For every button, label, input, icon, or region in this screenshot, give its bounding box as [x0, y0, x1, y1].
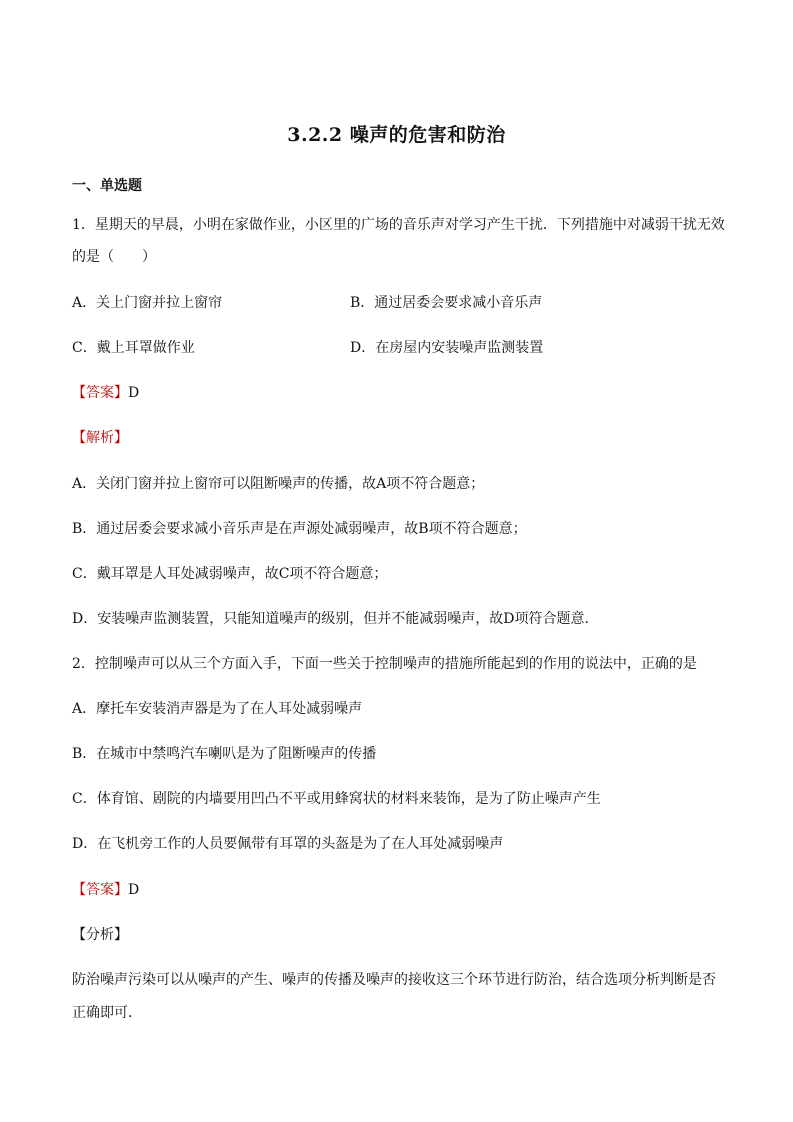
q2-answer	[72, 880, 732, 900]
q2-option-a: A．摩托车安装消声器是为了在人耳处减弱噪声	[72, 701, 363, 717]
q2-stem: 2．控制噪声可以从三个方面入手，下面一些关于控制噪声的措施所能起到的作用的说法中，正确的是	[72, 656, 697, 672]
q2-answer-tag: 【答案】	[72, 882, 128, 898]
q1-answer-value: D	[128, 385, 140, 401]
q1-stem-line2: 的是（ ）	[72, 249, 156, 265]
q1-option-b: B．通过居委会要求减小音乐声	[350, 295, 543, 311]
q1-stem-line1: 1．星期天的早晨，小明在家做作业，小区里的广场的音乐声对学习产生干扰．下列措施中对减弱干扰无效	[72, 217, 725, 233]
q2-option-d: D．在飞机旁工作的人员要佩带有耳罩的头盔是为了在人耳处减弱噪声	[72, 836, 504, 852]
q1-analysis-b: B．通过居委会要求减小音乐声是在声源处减弱噪声，故B项不符合题意；	[72, 521, 527, 537]
q2-option-b: B．在城市中禁鸣汽车喇叭是为了阻断噪声的传播	[72, 746, 377, 762]
q1-answer	[72, 383, 732, 403]
page-title: 3.2.2 噪声的危害和防治	[287, 124, 506, 146]
q1-answer-tag: 【答案】	[72, 385, 128, 401]
q1-analysis-a: A．关闭门窗并拉上窗帘可以阻断噪声的传播，故A项不符合题意；	[72, 476, 485, 492]
q2-analysis-tag	[72, 925, 732, 945]
q2-option-c: C．体育馆、剧院的内墙要用凹凸不平或用蜂窝状的材料来装饰，是为了防止噪声产生	[72, 791, 601, 807]
q2-analysis-label: 【分析】	[72, 927, 128, 943]
q1-analysis-d: D．安装噪声监测装置，只能知道噪声的级别，但并不能减弱噪声，故D项符合题意．	[72, 611, 599, 627]
q2-answer-value: D	[128, 882, 140, 898]
q2-analysis-line2: 正确即可．	[72, 1005, 142, 1021]
q1-option-d: D．在房屋内安装噪声监测装置	[350, 340, 544, 356]
q1-option-c: C．戴上耳罩做作业	[72, 340, 195, 356]
q2-analysis-line1: 防治噪声污染可以从噪声的产生、噪声的传播及噪声的接收这三个环节进行防治，结合选项分析判断是否	[72, 972, 716, 988]
section-heading: 一、单选题	[72, 178, 142, 194]
q1-analysis-label: 【解析】	[72, 430, 128, 446]
q1-analysis-c: C．戴耳罩是人耳处减弱噪声，故C项不符合题意；	[72, 566, 388, 582]
q1-analysis-tag	[72, 428, 732, 448]
q1-option-a: A．关上门窗并拉上窗帘	[72, 295, 223, 311]
